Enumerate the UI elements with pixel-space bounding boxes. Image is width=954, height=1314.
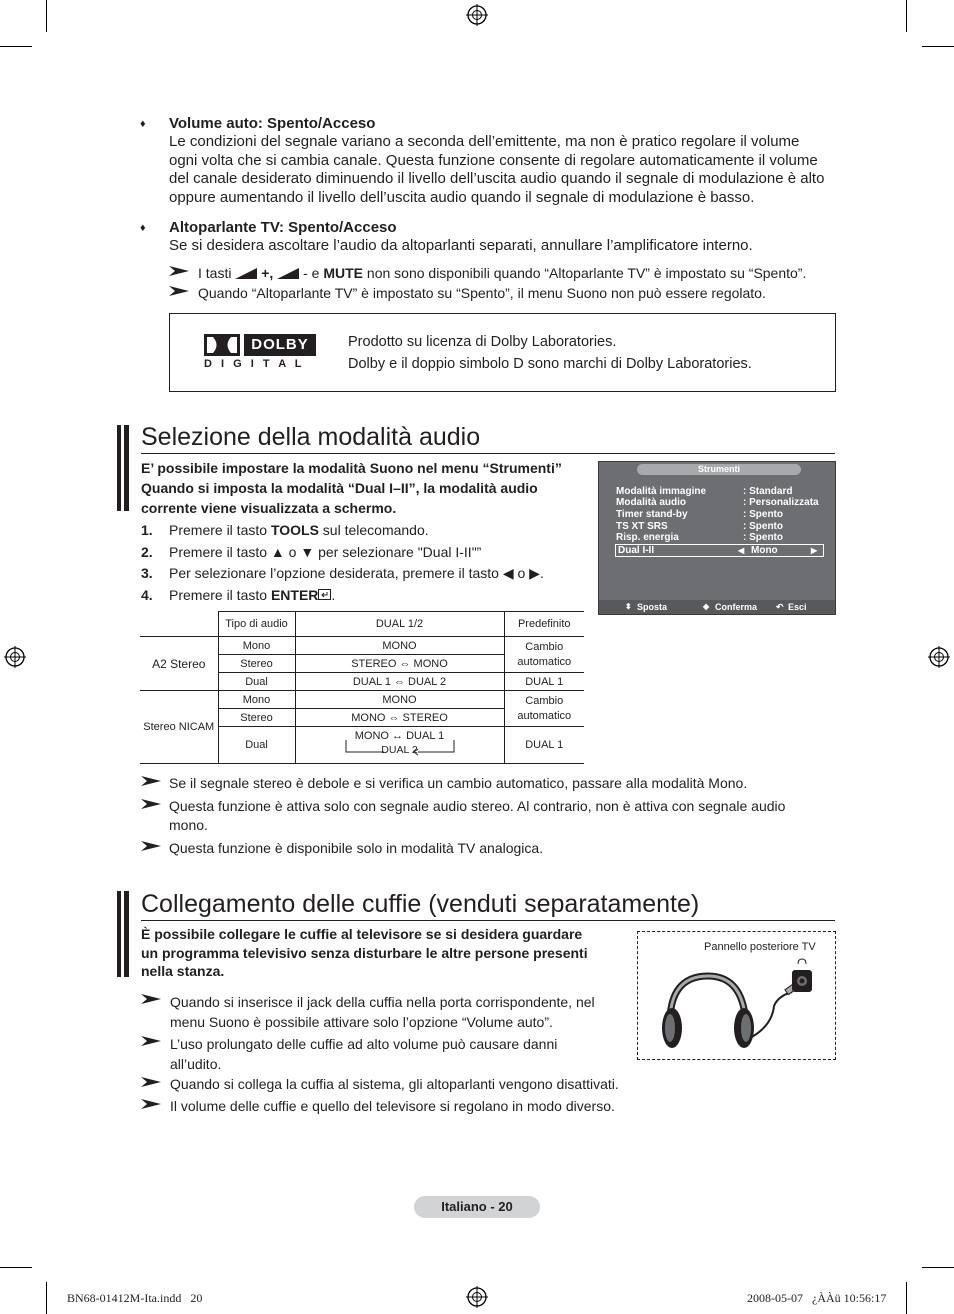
section2-intro bbox=[141, 925, 588, 981]
crop-mark bbox=[922, 1267, 954, 1268]
osd-label: Modalità audio bbox=[616, 497, 686, 508]
table-cell: MONO bbox=[295, 691, 504, 709]
table-cell: Dual bbox=[218, 673, 295, 691]
note-text: non sono disponibili quando “Altoparlante TV” è impostato su “Spento”. bbox=[366, 265, 807, 281]
section-rule bbox=[141, 453, 835, 454]
intro-line: corrente viene visualizzata a schermo. bbox=[141, 500, 397, 516]
step-text: Premere il tasto ▲ o ▼ per selezionare "Dual I-II"” bbox=[169, 543, 482, 560]
osd-value: : Spento bbox=[743, 509, 783, 520]
note-arrow-icon bbox=[141, 841, 161, 851]
enter-key: ENTER bbox=[270, 587, 319, 604]
registration-mark-icon bbox=[466, 1286, 488, 1308]
osd-selected-row[interactable] bbox=[615, 544, 824, 557]
osd-value: : Spento bbox=[743, 532, 783, 543]
note-text: mono. bbox=[169, 817, 208, 833]
cycle-bottom: DUAL 2 bbox=[381, 744, 418, 756]
table-header: DUAL 1/2 bbox=[295, 612, 504, 637]
intro-line: nella stanza. bbox=[141, 963, 225, 979]
cycle-arrow-icon bbox=[344, 738, 456, 758]
nav-move: Sposta bbox=[637, 602, 668, 612]
crop-mark bbox=[46, 0, 47, 32]
note-text: I tasti bbox=[198, 265, 232, 281]
registration-mark-icon bbox=[928, 646, 950, 668]
altoparlante-note-2: Quando “Altoparlante TV” è impostato su “Spento”, il menu Suono non può essere regolato. bbox=[198, 285, 766, 301]
note-line: Quando si inserisce il jack della cuffia nella porta corrispondente, nel bbox=[170, 994, 595, 1010]
note-arrow-icon bbox=[141, 994, 161, 1004]
osd-value: : Spento bbox=[743, 521, 783, 532]
volume-auto-title: Volume auto: Spento/Acceso bbox=[169, 115, 376, 132]
page-number-badge: Italiano - 20 bbox=[414, 1196, 540, 1218]
a2-stereo-cell: A2 Stereo bbox=[140, 637, 218, 691]
step-item bbox=[141, 563, 544, 585]
altoparlante-title: Altoparlante TV: Spento/Acceso bbox=[169, 219, 397, 236]
leftright-icon: ◆ bbox=[703, 602, 710, 611]
cycle-top: MONO ↔ DUAL 1 bbox=[354, 730, 445, 742]
step-text: sul telecomando. bbox=[322, 522, 429, 538]
left-arrow-icon[interactable]: ◀ bbox=[738, 546, 745, 555]
note-arrow-icon bbox=[169, 266, 189, 276]
note-arrow-icon bbox=[141, 1036, 161, 1046]
nicam-cell: Stereo NICAM bbox=[140, 691, 218, 764]
note-text: Questa funzione è attiva solo con segnale audio stereo. Al contrario, non è attiva con segnale audio bbox=[169, 798, 786, 814]
section-bar bbox=[117, 425, 121, 511]
footer-file: BN68-01412M-Ita.indd 20 bbox=[67, 1291, 203, 1305]
table-cell: Mono bbox=[218, 691, 295, 709]
right-arrow-icon[interactable]: ▶ bbox=[811, 546, 818, 555]
section-bar bbox=[124, 891, 129, 977]
volume-icon bbox=[277, 268, 299, 279]
note-text: Quando si collega la cuffia al sistema, gli altoparlanti vengono disattivati. bbox=[170, 1076, 619, 1092]
step-number: 4. bbox=[141, 587, 153, 604]
note-line: L’uso prolungato delle cuffie ad alto volume può causare danni bbox=[170, 1036, 558, 1052]
osd-value: : Personalizzata bbox=[743, 497, 819, 508]
section-bar bbox=[117, 891, 121, 977]
dolby-word: DOLBY bbox=[244, 334, 316, 356]
intro-line: Quando si imposta la modalità “Dual I–II”, la modalità audio bbox=[141, 480, 538, 496]
volume-auto-body bbox=[169, 133, 824, 207]
osd-label: TS XT SRS bbox=[616, 521, 668, 532]
step-text: Per selezionare l’opzione desiderata, premere il tasto ◀ o ▶. bbox=[169, 565, 544, 582]
enter-icon bbox=[318, 589, 331, 600]
footer-date: 2008-05-07 ¿ÀÀü 10:56:17 bbox=[747, 1291, 887, 1305]
osd-value: Mono bbox=[751, 545, 778, 556]
table-cell: STEREO ⇔ MONO bbox=[295, 655, 504, 673]
tools-osd-menu bbox=[598, 461, 836, 615]
osd-label: Modalità immagine bbox=[616, 486, 707, 497]
table-cell: MONO bbox=[295, 637, 504, 655]
crop-mark bbox=[922, 46, 954, 47]
updown-icon: ⬍ bbox=[625, 602, 632, 611]
volume-icon bbox=[235, 268, 257, 279]
headphones-icon bbox=[642, 956, 832, 1056]
crop-mark bbox=[46, 1282, 47, 1314]
note-line: menu Suono è possibile attivare solo l’opzione “Volume auto”. bbox=[170, 1014, 553, 1030]
note-arrow-icon bbox=[141, 1099, 161, 1109]
audio-mode-table bbox=[140, 611, 584, 764]
registration-mark-icon bbox=[4, 646, 26, 668]
table-cell: Mono bbox=[218, 637, 295, 655]
osd-value: : Standard bbox=[743, 486, 793, 497]
table-header-row bbox=[140, 612, 584, 637]
tv-rear-panel-figure bbox=[637, 931, 836, 1060]
step-number: 3. bbox=[141, 565, 153, 582]
step-item bbox=[141, 542, 544, 564]
note-line: all’udito. bbox=[170, 1056, 222, 1072]
dolby-digital: D I G I T A L bbox=[204, 358, 305, 370]
section-title-audio-mode: Selezione della modalità audio bbox=[141, 423, 481, 451]
note-text: Questa funzione è disponibile solo in modalità TV analogica. bbox=[169, 840, 544, 856]
altoparlante-note-1 bbox=[198, 264, 806, 283]
step-item bbox=[141, 520, 544, 542]
text-line: del canale desiderato diminuendo il livello dell’uscita audio quando il segnale di modulazione è alto bbox=[169, 170, 825, 187]
cambio-cell: Cambio automatico bbox=[504, 691, 584, 727]
text-line: Le condizioni del segnale variano a seconda dell’emittente, ma non è pratico regolare il volume bbox=[169, 133, 800, 150]
crop-mark bbox=[906, 1282, 907, 1314]
diamond-bullet-icon: ♦ bbox=[140, 222, 146, 234]
dolby-box bbox=[169, 313, 836, 392]
note-text: +, bbox=[261, 265, 274, 281]
osd-nav-bar bbox=[599, 600, 835, 614]
table-cell: MONO ⇔ STEREO bbox=[295, 709, 504, 727]
step-text: Premere il tasto bbox=[169, 587, 268, 604]
dual-cycle-cell bbox=[295, 727, 504, 764]
table-row bbox=[140, 637, 584, 655]
headphone-note-2 bbox=[170, 1034, 557, 1074]
note-arrow-icon bbox=[141, 1077, 161, 1087]
table-corner bbox=[140, 612, 218, 637]
osd-label: Timer stand-by bbox=[616, 509, 688, 520]
table-cell: Stereo bbox=[218, 655, 295, 673]
intro-line: E’ possibile impostare la modalità Suono nel menu “Strumenti” bbox=[141, 460, 562, 476]
table-row bbox=[140, 691, 584, 709]
dolby-line-2: Dolby e il doppio simbolo D sono marchi di Dolby Laboratories. bbox=[348, 356, 752, 372]
nav-confirm: Conferma bbox=[715, 602, 758, 612]
text-line: oppure aumentando il livello dell’uscita audio quando il segnale di modulazione è basso. bbox=[169, 188, 755, 206]
table-cell: DUAL 1 bbox=[504, 673, 584, 691]
section-title-headphones: Collegamento delle cuffie (venduti separatamente) bbox=[141, 890, 700, 918]
crop-mark bbox=[0, 1267, 32, 1268]
tools-key: TOOLS bbox=[270, 522, 319, 538]
table-cell: DUAL 1 bbox=[504, 727, 584, 764]
table-cell: Stereo bbox=[218, 709, 295, 727]
registration-mark-icon bbox=[466, 4, 488, 26]
mute-key: MUTE bbox=[323, 265, 364, 281]
step-number: 1. bbox=[141, 522, 153, 538]
note-arrow-icon bbox=[141, 776, 161, 786]
section-bar bbox=[124, 425, 129, 511]
table-cell: Dual bbox=[218, 727, 295, 764]
osd-label: Dual I-II bbox=[618, 545, 655, 556]
steps-list bbox=[141, 520, 544, 607]
note-arrow-icon bbox=[141, 799, 161, 809]
table-header: Predefinito bbox=[504, 612, 584, 637]
table-cell: DUAL 1 ⇔ DUAL 2 bbox=[295, 673, 504, 691]
note-arrow-icon bbox=[169, 286, 189, 296]
headphone-note-1 bbox=[170, 992, 595, 1032]
intro-line: un programma televisivo senza disturbare le altre persone presenti bbox=[141, 944, 588, 961]
note-text: Il volume delle cuffie e quello del televisore si regolano in modo diverso. bbox=[170, 1098, 615, 1114]
section1-intro bbox=[141, 458, 562, 518]
crop-mark bbox=[906, 0, 907, 32]
dolby-logo bbox=[204, 334, 322, 374]
table-header: Tipo di audio bbox=[218, 612, 295, 637]
step-text: . bbox=[331, 587, 336, 604]
altoparlante-body: Se si desidera ascoltare l’audio da altoparlanti separati, annullare l’amplificatore interno. bbox=[169, 237, 753, 254]
step-item bbox=[141, 585, 544, 607]
dolby-line-1: Prodotto su licenza di Dolby Laboratories. bbox=[348, 334, 617, 350]
note-text: - e bbox=[303, 265, 320, 281]
step-number: 2. bbox=[141, 543, 153, 560]
step-text: Premere il tasto bbox=[169, 522, 268, 538]
intro-line: È possibile collegare le cuffie al televisore se si desidera guardare bbox=[141, 926, 583, 942]
dolby-double-d-icon bbox=[204, 334, 240, 356]
note-text: Se il segnale stereo è debole e si verifica un cambio automatico, passare alla modalità Mono. bbox=[169, 775, 748, 791]
text-line: ogni volta che si cambia canale. Questa funzione consente di regolare automaticamente il volume bbox=[169, 151, 818, 169]
return-icon: ↶ bbox=[776, 602, 784, 612]
nav-exit: Esci bbox=[788, 602, 807, 612]
crop-mark bbox=[0, 46, 32, 47]
osd-title-bar: Strumenti bbox=[637, 464, 801, 475]
cambio-cell: Cambio automatico bbox=[504, 637, 584, 673]
diamond-bullet-icon: ♦ bbox=[140, 118, 146, 130]
osd-label: Risp. energia bbox=[616, 532, 679, 543]
panel-label: Pannello posteriore TV bbox=[704, 941, 816, 953]
section-rule bbox=[141, 920, 835, 921]
